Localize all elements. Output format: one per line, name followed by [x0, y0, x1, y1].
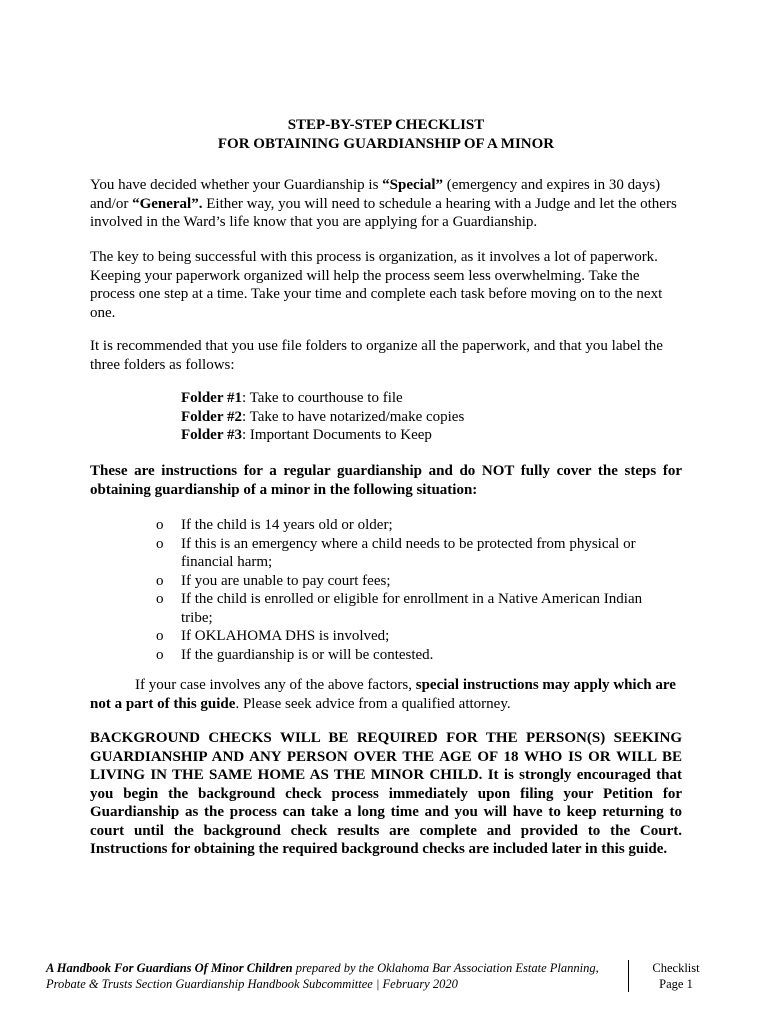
folder-label: Folder #1: [181, 390, 242, 406]
folder-item: [181, 426, 464, 445]
intro-paragraph: [90, 176, 682, 232]
intro-text-3: Either way, you will need to schedule a hearing with a Judge and let the others involved in the Ward’s life know that you are applying for a Guardianship.: [90, 195, 677, 230]
folders-intro-text: It is recommended that you use file folders to organize all the paperwork, and that you label the three folders as follows:: [90, 338, 663, 373]
organization-paragraph: [90, 248, 682, 322]
intro-text-2: (emergency and expires in 30 days) and/or: [90, 177, 661, 212]
special-instructions-paragraph: [90, 676, 682, 713]
title-line-1: STEP-BY-STEP CHECKLIST: [287, 117, 485, 133]
special-note-bold: special instructions may apply which are not a part of this guide: [90, 677, 676, 712]
list-item-text: If OKLAHOMA DHS is involved;: [181, 628, 390, 644]
warning-paragraph: [90, 462, 682, 499]
organization-text: The key to being successful with this process is organization, as it involves a lot of paperwork. Keeping your paperwork organized will help the process seem less overwhelming. Take the process one step at a time. Take your time and complete each task before moving on to the next one.: [90, 249, 663, 321]
folder-item: [181, 389, 464, 408]
warning-text: These are instructions for a regular guardianship and do NOT fully cover the steps for obtaining guardianship of a minor in the following situation:: [90, 463, 682, 498]
folder-text: : Important Documents to Keep: [241, 427, 432, 443]
handbook-title: A Handbook For Guardians Of Minor Children: [46, 961, 293, 975]
footer-section: Checklist: [652, 961, 700, 975]
special-note-text-1: If your case involves any of the above factors,: [135, 677, 416, 693]
bullet-icon: o: [156, 572, 164, 589]
bullet-icon: o: [156, 591, 164, 607]
page-number: Page 1: [659, 977, 693, 991]
list-item: [156, 590, 656, 627]
footer-divider: [628, 960, 629, 992]
list-item-text: If the guardianship is or will be contested.: [181, 646, 434, 663]
general-term: “General”.: [132, 195, 203, 212]
list-item-text: If you are unable to pay court fees;: [181, 572, 391, 589]
special-term: “Special”: [382, 177, 444, 193]
situation-list: [156, 516, 656, 664]
special-note-text-2: . Please seek advice from a qualified attorney.: [235, 695, 511, 712]
background-check-paragraph: [90, 729, 682, 859]
folder-text: : Take to have notarized/make copies: [241, 408, 465, 425]
list-item: [156, 646, 656, 665]
folder-text: : Take to courthouse to file: [241, 390, 403, 406]
folders-intro-paragraph: [90, 337, 682, 374]
bullet-icon: o: [156, 628, 164, 644]
list-item: [156, 572, 656, 591]
folder-label: Folder #3: [181, 427, 242, 443]
bullet-icon: o: [156, 517, 164, 533]
folder-list: [181, 389, 464, 445]
folder-item: [181, 408, 464, 427]
intro-text-1: You have decided whether your Guardianship is: [90, 177, 383, 193]
list-item: [156, 535, 656, 572]
bullet-icon: o: [156, 646, 164, 663]
footer-page-info: [636, 960, 716, 992]
list-item-text: If the child is 14 years old or older;: [181, 517, 393, 533]
background-check-text: BACKGROUND CHECKS WILL BE REQUIRED FOR THE PERSON(S) SEEKING GUARDIANSHIP AND ANY PERSON OVER THE AGE OF 18 WHO IS OR WILL BE LIVING IN THE SAME HOME AS THE MINOR CHILD. It is strongly encouraged that you begin the background check process immediately upon filing your Petition for Guardianship as the process can take a long time and you will have to keep returning to court until the background check results are complete and provided to the Court. Instructions for obtaining the required background checks are included later in this guide.: [90, 730, 682, 857]
list-item: [156, 627, 656, 646]
list-item-text: If the child is enrolled or eligible for enrollment in a Native American Indian tribe;: [181, 591, 643, 626]
folder-label: Folder #2: [181, 408, 242, 425]
bullet-icon: o: [156, 535, 164, 552]
title-line-2: FOR OBTAINING GUARDIANSHIP OF A MINOR: [217, 136, 555, 152]
footer-citation: [46, 960, 621, 992]
page-title: [90, 116, 682, 154]
footer-prepared-by: prepared by the Oklahoma Bar Association Estate Planning, Probate & Trusts Section Guardianship Handbook Subcommittee | February 2020: [46, 961, 599, 991]
list-item-text: If this is an emergency where a child needs to be protected from physical or financial harm;: [181, 535, 636, 570]
list-item: [156, 516, 656, 535]
